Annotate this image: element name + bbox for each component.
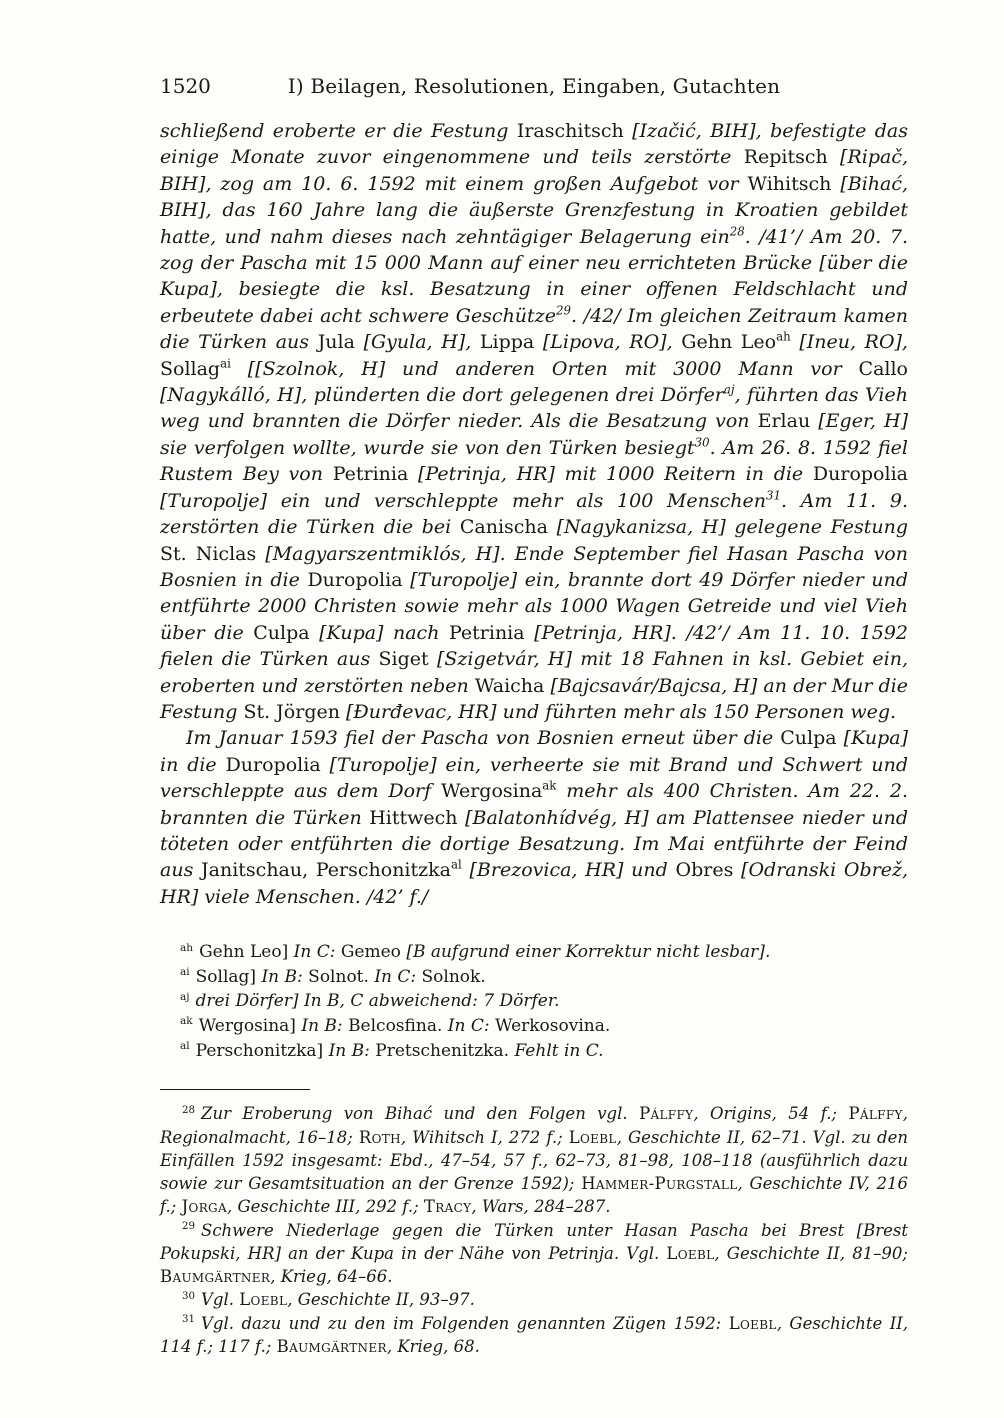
text-run: Loebl [666,1243,715,1263]
text-run: [Turopolje] ein und verschleppte mehr als 100 Menschen [160,489,766,512]
text-run: , Geschichte III, 292 f.; [226,1197,424,1217]
text-run: Duropolia [812,463,908,486]
text-run: [Brezovica, HR] und [461,859,676,882]
text-run: . Am 11. 9. zerstörten die Türken die bei [160,489,908,539]
text-run: Baumgärtner [160,1267,271,1287]
text-run: , Geschichte II, 62–71. Vgl. zu den Einfällen 1592 insgesamt: Ebd., 47–54, 57 f., 62–73, 81–98, 108–118 (ausführlich dazu sowie zur Gesamtsituation an der Grenze 1592); [160,1127,909,1194]
text-run: Duropolia [307,568,411,591]
footnote-reference: 30 [694,435,710,450]
text-run: Gehn Leo [681,331,777,354]
text-run: drei Dörfer] In B, C abweichend: 7 Dörfer. [195,991,560,1012]
text-run: Werkosovina. [494,1016,611,1037]
text-run: Vgl. [201,1290,240,1310]
footnote-reference: ah [776,329,791,344]
text-run: Janitschau, Perschonitzka [201,859,451,882]
page-number: 1520 [160,74,211,98]
text-run: [Lipova, RO], [542,331,682,354]
text-run: Petrinia [448,621,535,644]
text-run: , Origins, 54 f.; [693,1104,849,1124]
text-run: [Bajcsavár/Bajcsa, H] an der Mur die Festung [160,674,908,723]
text-run: , Krieg, 64–66. [270,1267,393,1287]
text-run: [Ripač, BIH], zog am 10. 6. 1592 mit einem großen Aufgebot vor [160,146,908,195]
text-run: [Turopolje] ein, verheerte sie mit Brand und Schwert und verschleppte aus dem Dorf [160,753,908,803]
text-run: Schwere Niederlage gegen die Türken unter Hasan Pascha bei Brest [Brest Pokupski, HR] an der Kupa in der Nähe von Petrinja. Vgl. [160,1220,908,1263]
footnote-marker: 31 [182,1314,196,1326]
text-run: . /42/ Im gleichen Zeitraum kamen die Türken aus [160,304,909,354]
text-run: Fehlt in C. [514,1040,604,1061]
text-run: Culpa [780,727,844,750]
body-paragraph [160,118,908,725]
text-run: In C: [447,1016,495,1037]
footnote-marker: 30 [182,1290,196,1302]
footnote-marker: 28 [182,1104,196,1116]
text-run: Wihitsch [747,172,841,195]
text-run: Waicha [474,674,551,697]
letter-note [160,1039,908,1064]
text-run: , Geschichte IV, 216 f.; [160,1174,908,1217]
number-note [160,1312,908,1359]
text-run: Pálffy [639,1104,694,1124]
text-run: Obres [675,859,742,882]
text-run: St. Jörgen [243,700,347,723]
footnote-reference: 29 [555,303,571,318]
text-run: Jula [317,331,364,354]
text-run: [Kupa] in die [160,727,908,776]
text-run: Lippa [479,331,543,354]
footnote-reference: aj [723,382,735,397]
text-run: [Petrinja, HR] mit 1000 Reitern in die [418,463,813,486]
text-run: Repitsch [743,146,841,169]
text-run: , Regionalmacht, 16–18; [160,1104,908,1147]
page-header [160,74,908,98]
commentary-footnotes [160,1102,908,1358]
number-note [160,1219,908,1289]
text-run: St. Niclas [160,542,266,565]
text-run: Roth [358,1127,401,1147]
text-run: Pálffy [848,1104,903,1124]
text-run: . /41’/ Am 20. 7. zog der Pascha mit 15 000 Mann auf einer neu errichteten Brücke [über die Kupa], besiegte die ksl. Besatzung in einer offenen Feldschlacht und erbeutete dabei acht schwere Geschütze [160,225,908,327]
text-run: Callo [858,357,908,380]
text-run: Culpa [253,621,320,644]
letter-note [160,965,908,990]
text-run: mehr als 400 Christen. Am 22. 2. brannten die Türken [160,780,908,829]
text-run: In C: [374,966,422,987]
text-run: Hammer-Purgstall [581,1174,738,1194]
text-run: [Turopolje] ein, brannte dort 49 Dörfer nieder und entführte 2000 Christen sowie mehr als 1000 Wagen Getreide und viel Vieh über die [160,568,908,644]
text-run: [Eger, H] sie verfolgen wollte, wurde sie von den Türken besiegt [160,410,909,459]
footnote-reference: ak [542,778,557,793]
text-run: Solnok. [421,966,486,987]
body-paragraph [160,725,908,910]
footnote-marker: aj [180,990,190,1003]
text-run: Pretschenitzka. [375,1040,515,1061]
text-run: Loebl [568,1127,617,1147]
running-title: I) Beilagen, Resolutionen, Eingaben, Gutachten [287,74,781,98]
text-run: Belcosfina. [348,1016,448,1037]
text-run: Zur Eroberung von Bihać und den Folgen vgl. [201,1104,640,1124]
text-run: , Geschichte II, 81–90; [714,1243,908,1263]
text-run: Duropolia [225,753,330,776]
footnote-marker: ah [180,941,194,954]
text-run: Perschonitzka] [195,1040,329,1061]
text-run: Siget [378,648,437,671]
text-run: [Nagykanizsa, H] gelegene Festung [556,516,908,539]
text-run: Jorga [181,1197,227,1217]
main-text-block [160,118,908,910]
text-run: Gehn Leo] [199,942,294,963]
text-run: schließend eroberte er die Festung [160,120,517,142]
footnote-rule [160,1089,310,1090]
text-run: , Wars, 284–287. [471,1197,611,1217]
footnote-marker: ak [180,1015,193,1028]
text-run: In B: [261,966,309,987]
text-run: Vgl. dazu und zu den im Folgenden genannten Zügen 1592: [201,1313,729,1333]
text-run: In B: [301,1016,349,1037]
number-note [160,1288,908,1311]
text-run: [Bihać, BIH], das 160 Jahre lang die äußerste Grenzfestung in Kroatien gebildet hatte, und nahm dieses nach zehntägiger Belagerung ein [160,172,909,248]
text-run: Loebl [239,1290,288,1310]
text-run: Sollag [160,357,221,380]
letter-note [160,1014,908,1039]
text-run: Sollag] [195,966,262,987]
text-run: Im Januar 1593 fiel der Pascha von Bosnien erneut über die [186,727,781,750]
apparatus-notes [160,940,908,1063]
text-run: Baumgärtner [276,1336,387,1356]
footnote-reference: 28 [729,224,745,239]
text-run: Solnot. [308,966,375,987]
text-run: Petrinia [332,463,419,486]
text-run: [Izačić, BIH], befestigte das einige Monate zuvor eingenommene und teils zerstörte [160,120,908,169]
footnote-reference: ai [220,356,231,371]
text-run: Gemeo [340,942,407,963]
text-run: , Geschichte II, 114 f.; 117 f.; [160,1313,908,1356]
text-run: [Đurđevac, HR] und führten mehr als 150 Personen weg. [346,700,897,723]
footnote-marker: 29 [182,1221,196,1233]
text-run: In C: [293,942,341,963]
text-run: [Szigetvár, H] mit 18 Fahnen in ksl. Gebiet ein, eroberten und zerstörten neben [160,648,908,697]
letter-note [160,989,908,1014]
text-run: , Wihitsch I, 272 f.; [400,1127,569,1147]
letter-note [160,940,908,965]
footnote-reference: 31 [765,488,781,503]
text-run: , Geschichte II, 93–97. [287,1290,475,1310]
text-run: , Krieg, 68. [386,1336,480,1356]
text-run: [Magyarszentmiklós, H]. Ende September fiel Hasan Pascha von Bosnien in die [160,542,908,591]
text-run: Tracy [423,1197,472,1217]
text-run: [B aufgrund einer Korrektur nicht lesbar]. [406,942,771,963]
text-run: . Am 26. 8. 1592 fiel Rustem Bey von [160,436,908,486]
text-run: [Petrinja, HR]. /42’/ Am 11. 10. 1592 fielen die Türken aus [160,621,908,671]
text-run: Wergosina [440,780,543,803]
text-run: [Kupa] nach [319,621,449,644]
footnote-reference: al [451,858,462,873]
footnote-marker: ai [180,966,190,979]
text-run: Iraschitsch [516,120,633,142]
text-run: [Balatonhídvég, H] am Plattensee nieder und töteten oder entführten die dortige Besatzung. Im Mai entführte der Feind aus [160,806,908,882]
text-run: In B: [328,1040,376,1061]
text-run: , führten das Vieh weg und brannten die Dörfer nieder. Als die Besatzung von [160,384,908,433]
text-run: Loebl [728,1313,777,1333]
text-run: Canischa [459,516,557,539]
number-note [160,1102,908,1218]
text-run: [[Szolnok, H] und anderen Orten mit 3000 Mann vor [230,357,859,380]
footnote-marker: al [180,1040,190,1053]
text-run: Hittwech [369,806,466,829]
text-run: [Nagykálló, H], plünderten die dort gelegenen drei Dörfer [160,384,724,407]
text-run: Wergosina] [198,1016,302,1037]
text-run: [Gyula, H], [363,331,480,354]
text-run: Erlau [757,410,819,433]
text-run: [Ineu, RO], [790,331,908,354]
text-run: [Odranski Obrež, HR] viele Menschen. /42’ f./ [160,859,909,908]
